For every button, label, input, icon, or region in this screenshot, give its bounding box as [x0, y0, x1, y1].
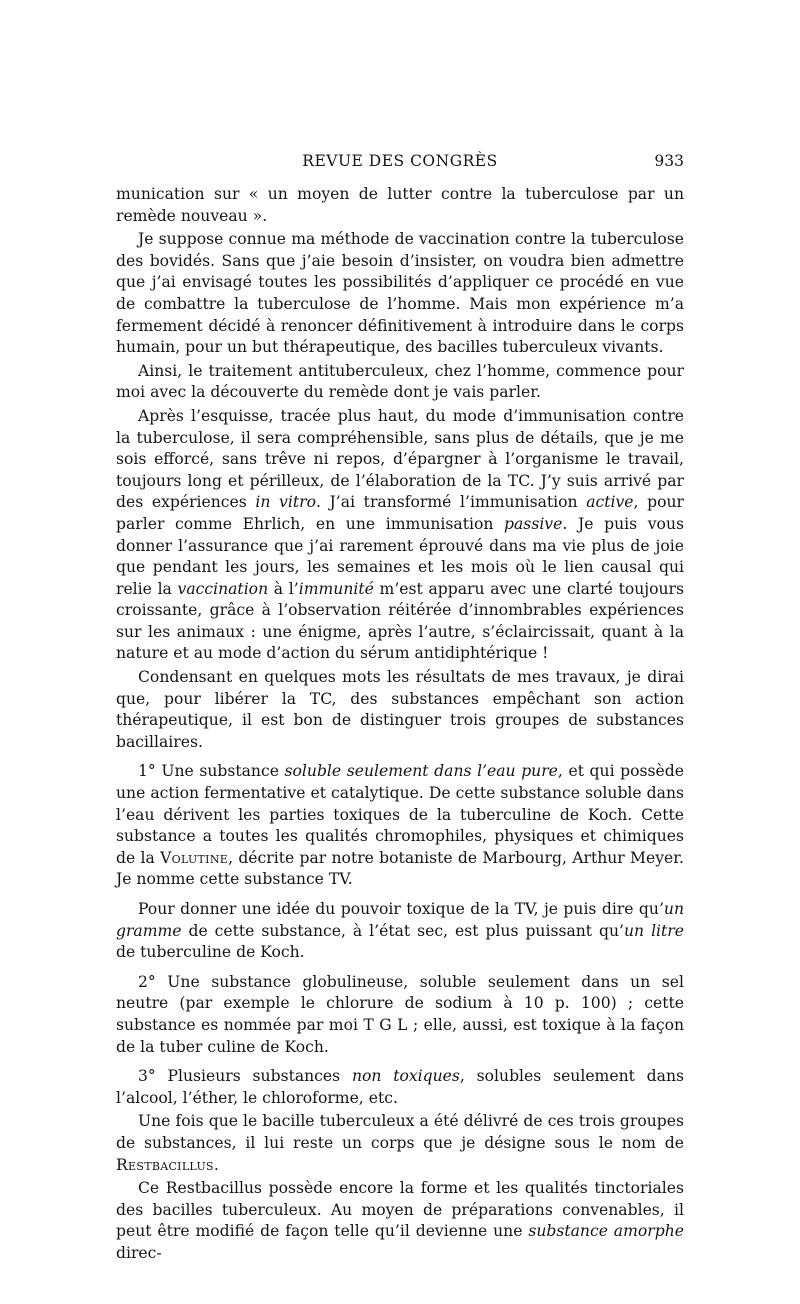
italic-text: immunité [298, 579, 374, 598]
text-run: , solubles seulement dans l’alcool, l’éther, le chloroforme, etc. [116, 1067, 684, 1107]
text-run: à l’ [268, 579, 299, 598]
italic-text: substance amorphe [528, 1222, 684, 1241]
italic-text: active [586, 493, 634, 512]
italic-text: un litre [624, 921, 684, 940]
page-number: 933 [654, 152, 684, 170]
paragraph [116, 761, 684, 891]
italic-text: un gramme [116, 900, 684, 940]
paragraph [116, 899, 684, 964]
text-run: 2° Une substance globulineuse, soluble seulement dans un sel neutre (par exemple le chlorure de sodium à 10 p. 100) ; cette substance es nommée par moi T G L ; elle, aussi, est toxique à la façon de la tuber culine de Koch. [116, 972, 684, 1056]
text-run: de cette substance, à l’état sec, est plus puissant qu’ [181, 921, 625, 940]
paragraph [116, 1111, 684, 1176]
text-run: , décrite par notre botaniste de Marbourg, Arthur Meyer. Je nomme cette substance TV. [116, 848, 684, 889]
text-run: . J’ai transformé l’immunisation [315, 493, 587, 512]
text-run: Ainsi, le traitement antituberculeux, chez l’homme, commence pour moi avec la découverte du remède dont je vais parler. [116, 361, 684, 402]
text-run: Après l’esquisse, tracée plus haut, du mode d’immunisation contre la tuberculose, il sera compréhensible, sans plus de détails, que je me sois efforcé, sans trêve ni repos, d’épargner à l’organisme le travail, toujours long et périlleux, de l’élaboration de la TC. J’y suis arrivé par des expériences [116, 406, 684, 512]
paragraph [116, 406, 684, 665]
italic-text: vaccination [177, 579, 269, 598]
text-run: direc- [116, 1243, 162, 1262]
body-text [116, 184, 684, 1267]
italic-text: non toxiques [351, 1067, 460, 1086]
text-run: m’est apparu avec une clarté toujours croissante, grâce à l’observation réitérée d’innombrables expériences sur les animaux : une énigme, après l’autre, s’éclaircissait, quant à la nature et au mode d’action du sérum antidiphtérique ! [116, 579, 685, 663]
paragraph [116, 229, 684, 359]
italic-text: soluble seulement dans l’eau pure [284, 762, 558, 781]
running-title: REVUE DES CONGRÈS [302, 152, 498, 170]
small-caps-text: Volutine [160, 848, 229, 867]
page-header [116, 152, 684, 176]
text-run: 3° Plusieurs substances [138, 1067, 352, 1086]
paragraph [116, 1178, 684, 1264]
text-run: 1° Une substance [138, 762, 285, 781]
text-run: munication sur « un moyen de lutter contre la tuberculose par un remède nouveau ». [116, 185, 684, 225]
text-run: Je suppose connue ma méthode de vaccination contre la tuberculose des bovidés. Sans que j’aie besoin d’insister, on voudra bien admettre que j’ai envisagé toutes les possibilités d’appliquer ce procédé en vue de combattre la tuberculose de l’homme. Mais mon expérience m’a fermement décidé à renoncer définitivement à introduire dans le corps humain, pour un but thérapeutique, des bacilles tuberculeux vivants. [116, 230, 684, 357]
paragraph [116, 184, 684, 227]
text-run: Une fois que le bacille tuberculeux a été délivré de ces trois groupes de substances, il lui reste un corps que je désigne sous le nom de [116, 1112, 684, 1152]
text-run: , et qui possède une action fermentative et catalytique. De cette substance soluble dans l’eau dérivent les parties toxiques de la tuberculine de Koch. Cette substance a toutes les qualités chromophiles, physiques et chimiques de la [116, 762, 684, 867]
text-run: Pour donner une idée du pouvoir toxique de la TV, je puis dire qu’ [138, 900, 664, 918]
text-run: de tuberculine de Koch. [116, 943, 305, 962]
paragraph [116, 361, 684, 404]
text-run: . [213, 1155, 219, 1174]
text-run: . Je puis vous donner l’assurance que j’ai rarement éprouvé dans ma vie plus de joie que pendant les jours, les semaines et les mois où le lien causal qui relie la [116, 514, 684, 598]
paragraph [116, 1066, 684, 1109]
text-run: , pour parler comme Ehrlich, en une immunisation [116, 493, 684, 533]
italic-text: in vitro [255, 493, 316, 512]
text-run: Condensant en quelques mots les résultats de mes travaux, je dirai que, pour libérer la TC, des substances empêchant son action thérapeutique, il est bon de distinguer trois groupes de substances bacillaires. [116, 668, 684, 751]
paragraph [116, 667, 684, 753]
text-run: Ce Restbacillus possède encore la forme et les qualités tinctoriales des bacilles tuberculeux. Au moyen de préparations convenables, il peut être modifié de façon telle qu’il devienne une [116, 1179, 684, 1241]
small-caps-text: Restbacillus [116, 1155, 214, 1174]
italic-text: passive [504, 514, 563, 533]
paragraph [116, 972, 684, 1058]
